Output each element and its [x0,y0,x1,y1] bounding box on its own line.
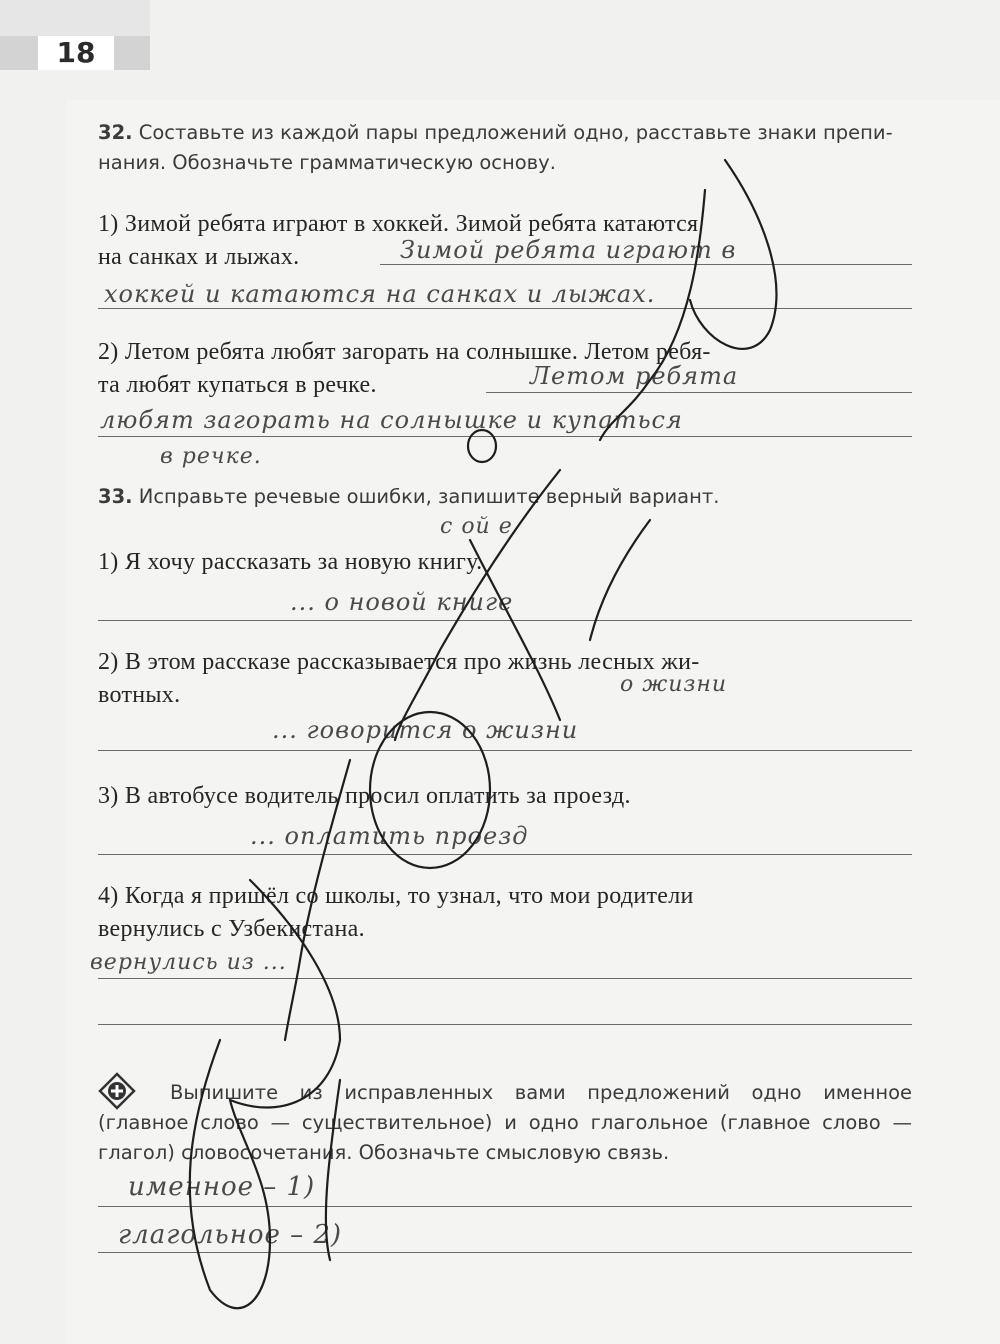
handwritten-answer: именное – 1) [128,1172,316,1202]
task-33-sentence-4-line1: 4) Когда я пришёл со школы, то узнал, что мои родители [98,883,694,909]
top-strip [0,0,150,36]
answer-line [98,620,912,621]
handwritten-answer: в речке. [160,444,262,469]
task-33-title: 33. Исправьте речевые ошибки, запишите верный вариант. [98,485,720,508]
answer-line [98,1206,912,1207]
task-33-number: 33. [98,485,133,508]
handwritten-answer: глагольное – 2) [118,1220,343,1250]
handwritten-answer: хоккей и катаются на санках и лыжах. [104,280,656,308]
answer-line [98,978,912,979]
task-32-sentence-1-line1: 1) Зимой ребята играют в хоккей. Зимой ребята катаются [98,211,699,237]
task-33-sentence-1: 1) Я хочу рассказать за новую книгу. [98,549,483,575]
task-32-sentence-1-line2: на санках и лыжах. [98,244,300,270]
handwritten-answer: любят загорать на солнышке и купаться [100,406,683,434]
task-33-sentence-2-line2: вотных. [98,682,181,708]
handwritten-answer: Зимой ребята играют в [400,236,737,264]
page-number: 18 [38,36,114,70]
task-32-sentence-2-line1: 2) Летом ребята любят загорать на солнышке. Летом ребя- [98,339,711,365]
answer-line [98,308,912,309]
task-32-number: 32. [98,121,133,144]
task-32-title-line2: нания. Обозначьте грамматическую основу. [98,151,556,174]
bonus-task-text: Выпишите из исправленных вами предложений одно именное (главное слово — существительное) и одно глагольное (главное слово — глагол) словосочетания. Обозначьте смысловую связь. [98,1081,912,1164]
handwritten-answer: ... говорится о жизни [272,716,579,744]
task-32-sentence-2-line2: та любят купаться в речке. [98,372,377,398]
answer-line [98,1252,912,1253]
task-33-sentence-3: 3) В автобусе водитель просил оплатить за проезд. [98,783,631,809]
answer-line [486,392,912,393]
task-33-sentence-4-line2: вернулись с Узбекистана. [98,916,365,942]
answer-line [98,750,912,751]
answer-line [380,264,912,265]
handwritten-answer: Летом ребята [530,362,739,390]
task-32-title-line1: 32. Составьте из каждой пары предложений одно, расставьте знаки препи- [98,121,893,144]
answer-line [98,1024,912,1025]
handwritten-answer: вернулись из ... [90,950,287,975]
task-33-sentence-2-line1: 2) В этом рассказе рассказывается про жизнь лесных жи- [98,649,700,675]
answer-line [98,436,912,437]
handwritten-note: о жизни [620,672,728,697]
handwritten-answer: ... оплатить проезд [250,822,529,850]
answer-line [98,854,912,855]
handwritten-note: с ой е [440,514,513,539]
handwritten-answer: ... о новой книге [290,588,514,616]
